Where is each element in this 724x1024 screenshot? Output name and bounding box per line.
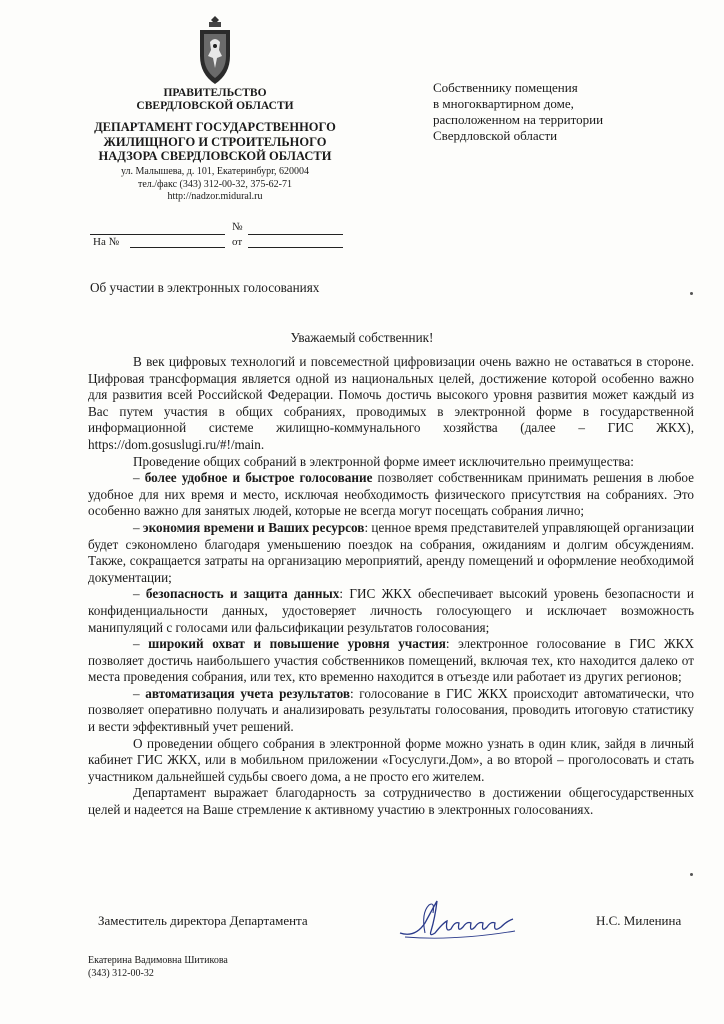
item-title: безопасность и защита данных bbox=[145, 586, 340, 602]
address: ул. Малышева, д. 101, Екатеринбург, 620004 bbox=[120, 166, 310, 177]
salutation: Уважаемый собственник! bbox=[290, 330, 434, 345]
department-line: ЖИЛИЩНОГО И СТРОИТЕЛЬНОГО bbox=[103, 134, 327, 149]
item-dash: – bbox=[133, 636, 149, 652]
recipient-line: Собственнику помещения bbox=[433, 80, 578, 95]
num-label: № bbox=[232, 221, 243, 233]
item-text: позволяет собственникам принимать решения в любое удобное для них время и место, исключая необходимость физического присутствия на собраниях. Это особенно важно для занятых людей, которые не всегда могут посещать собрания лично; bbox=[88, 470, 695, 519]
item-title: экономия времени и Ваших ресурсов bbox=[142, 519, 365, 535]
government-line: СВЕРДЛОВСКОЙ ОБЛАСТИ bbox=[136, 100, 294, 112]
item-title: автоматизация учета результатов bbox=[145, 685, 350, 701]
incoming-date-line bbox=[248, 247, 343, 248]
body-paragraph: Проведение общих собраний в электронной форме имеет исключительно преимущества: bbox=[133, 453, 634, 469]
item-title: более удобное и быстрое голосование bbox=[144, 470, 373, 486]
body-paragraph: О проведении общего собрания в электронной форме можно узнать в один клик, зайдя в личный кабинет ГИС ЖКХ, или в мобильном приложении «Госуслуги.Дом», а во второй – проголосовать и стать участником дальнейшей судьбы своего дома, а не просто его жителем. bbox=[88, 735, 694, 784]
scan-mark bbox=[690, 292, 693, 295]
advantage-item bbox=[88, 636, 694, 686]
executor-name: Екатерина Вадимовна Шитикова bbox=[88, 955, 228, 966]
item-title: широкий охват и повышение уровня участия bbox=[148, 636, 446, 652]
letter-body bbox=[88, 354, 694, 819]
item-text: : ГИС ЖКХ обеспечивает высокий уровень безопасности и конфиденциальности данных, удостоверяет личность голосующего и исключает возможность манипуляций с голосами или фальсификации результатов голосования; bbox=[88, 586, 694, 635]
recipient-line: Свердловской области bbox=[433, 128, 558, 143]
item-text: : голосование в ГИС ЖКХ происходит автоматически, что позволяет оперативно получать и анализировать результаты голосования, проводить итоговую статистику и вести эффективный учет решений. bbox=[88, 685, 694, 735]
recipient-line: расположенном на территории bbox=[433, 112, 604, 127]
recipient-block bbox=[433, 80, 673, 144]
department-contacts bbox=[70, 166, 360, 204]
incoming-label: На № bbox=[93, 236, 120, 248]
advantage-item bbox=[88, 470, 694, 520]
signatory-name: Н.С. Миленина bbox=[596, 913, 682, 928]
phone: тел./факс (343) 312-00-32, 375-62-71 bbox=[137, 178, 293, 190]
advantage-item bbox=[88, 520, 694, 586]
department-line: НАДЗОРА СВЕРДЛОВСКОЙ ОБЛАСТИ bbox=[98, 149, 332, 163]
incoming-number-line bbox=[130, 247, 225, 248]
advantage-item bbox=[88, 686, 694, 736]
from-label: от bbox=[232, 236, 243, 248]
handwritten-signature bbox=[395, 893, 525, 943]
outgoing-number-line bbox=[90, 234, 225, 235]
advantage-item bbox=[88, 586, 694, 636]
item-text: : ценное время представителей управляющей организации будет сэкономлено благодаря уменьшению поездок на собрания, ожиданиям и долгим обсуждениям. Также, сокращается затраты на организацию мероприятий, аренду помещений и оформление необходимой документации; bbox=[88, 519, 694, 585]
government-line: ПРАВИТЕЛЬСТВО bbox=[163, 87, 267, 99]
department-line: ДЕПАРТАМЕНТ ГОСУДАРСТВЕННОГО bbox=[94, 120, 336, 134]
executor-phone: (343) 312-00-32 bbox=[88, 967, 154, 979]
body-paragraph: Департамент выражает благодарность за сотрудничество в достижении общегосударственных целей и надеется на Ваше стремление к активному участию в электронных голосованиях. bbox=[88, 785, 694, 818]
body-paragraph: В век цифровых технологий и повсеместной цифровизации очень важно не оставаться в стороне. Цифровая трансформация является одной из национальных целей, достижение которой особенно важно для развития всей Российской Федерации. Помочь достичь высокого уровня развития может каждый из Вас путем участия в общих собраниях, проводимых в электронной форме в государственной информационной системе жилищно-коммунального хозяйства (далее – ГИС ЖКХ), https://dom.gosuslugi.ru/#!/main. bbox=[88, 354, 694, 452]
item-dash: – bbox=[133, 519, 143, 535]
outgoing-date-line bbox=[248, 234, 343, 235]
signatory-role: Заместитель директора Департамента bbox=[98, 913, 308, 928]
item-dash: – bbox=[133, 470, 145, 486]
item-dash: – bbox=[133, 586, 146, 602]
item-dash: – bbox=[133, 685, 146, 701]
executor-block bbox=[88, 955, 228, 980]
scan-mark bbox=[690, 873, 693, 876]
letter-subject: Об участии в электронных голосованиях bbox=[90, 280, 320, 295]
item-text: : электронное голосование в ГИС ЖКХ позволяет достичь наибольшего участия собственников помещений, включая тех, кто находится далеко от места проведения собрания, или тех, кто временно находится в отъезде или работает из других регионов; bbox=[88, 636, 694, 685]
website: http://nadzor.midural.ru bbox=[167, 191, 263, 202]
coat-of-arms-icon bbox=[197, 16, 233, 86]
department-name bbox=[70, 120, 360, 164]
government-name bbox=[70, 87, 360, 113]
recipient-line: в многоквартирном доме, bbox=[433, 96, 574, 111]
